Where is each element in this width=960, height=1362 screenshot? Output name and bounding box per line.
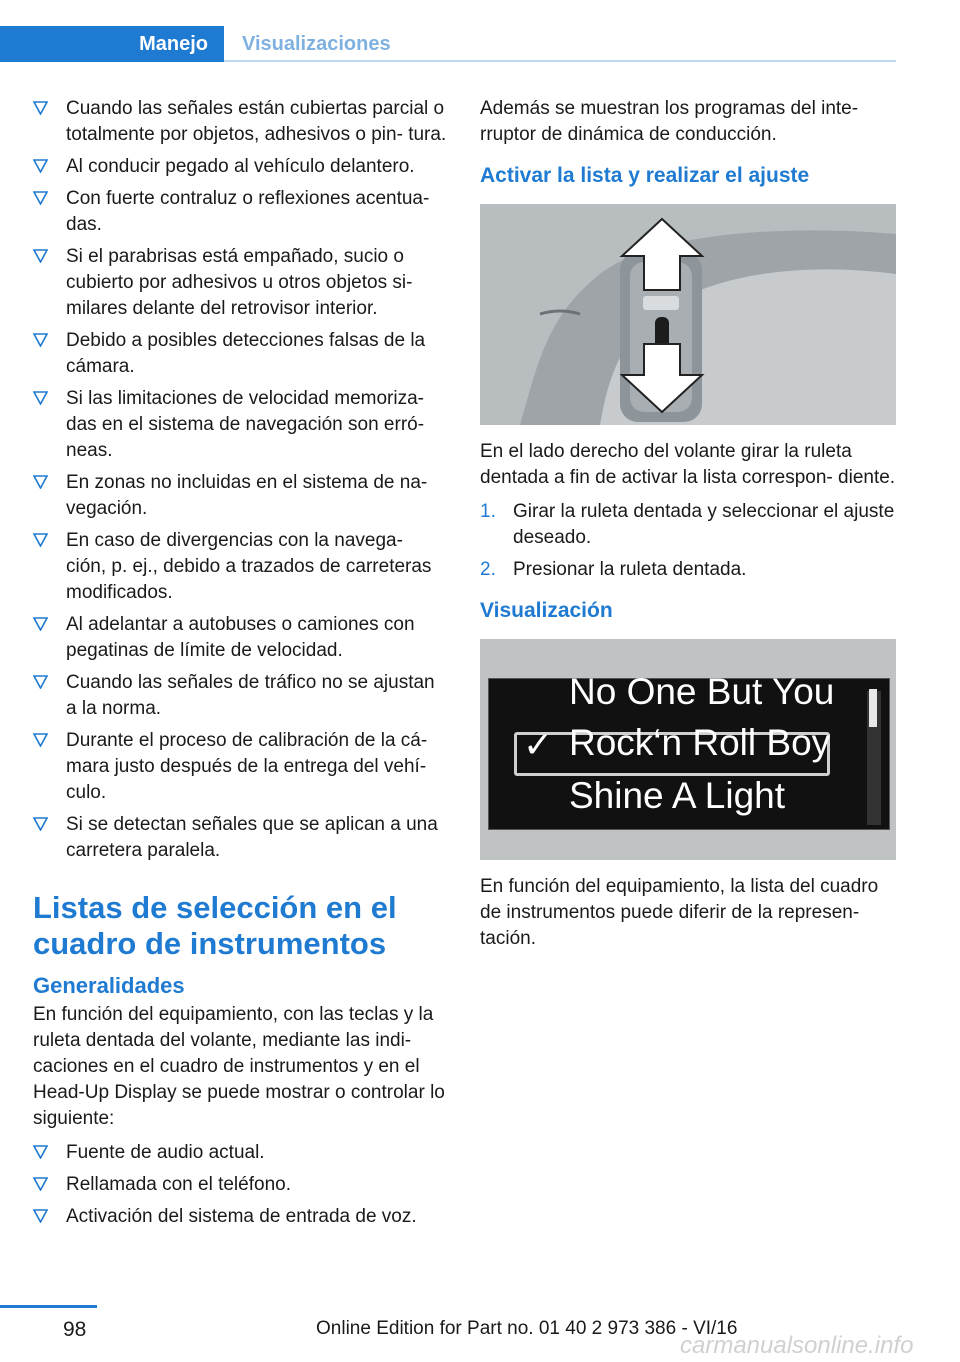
list-item-text: Si se detectan señales que se aplican a una carretera paralela.	[66, 814, 438, 861]
list-item	[33, 186, 448, 238]
footer-rule	[0, 1305, 97, 1308]
intro-paragraph: En función del equipamiento, con las teclas y la ruleta dentada del volante, mediante las indi‐ caciones en el cuadro de instrumentos y en el Head-Up Display se puede mostrar o controlar lo siguiente:	[33, 1004, 445, 1129]
triangle-bullet-icon	[33, 249, 48, 263]
list-item	[33, 470, 448, 522]
list-item-text: Al conducir pegado al vehículo delantero.	[66, 156, 415, 177]
section-title: Listas de selección en el cuadro de instrumentos	[33, 890, 397, 961]
instrument-screen	[488, 671, 890, 830]
list-item-text: Si el parabrisas está empañado, sucio o cubierto por adhesivos u otros objetos si‐ milares delante del retrovisor interior.	[66, 246, 413, 319]
wheel-caption: En el lado derecho del volante girar la ruleta dentada a fin de activar la lista correspon‐ diente.	[480, 441, 896, 488]
list-item-text: Durante el proceso de calibración de la cá‐ mara justo después de la entrega del vehí‐ culo.	[66, 730, 428, 803]
header-rule	[224, 60, 896, 62]
triangle-bullet-icon	[33, 817, 48, 831]
triangle-bullet-icon	[33, 475, 48, 489]
header-section-visualizaciones: Visualizaciones	[242, 32, 391, 55]
list-item-text: En zonas no incluidas en el sistema de na‐ vegación.	[66, 472, 428, 519]
list-item-text: Cuando las señales están cubiertas parcial o totalmente por objetos, adhesivos o pin‐ tura.	[66, 98, 447, 145]
left-column	[33, 96, 448, 1236]
functions-list	[33, 1140, 448, 1230]
intro-paragraph: Además se muestran los programas del inte‐ rruptor de dinámica de conducción.	[480, 98, 859, 145]
list-item-text: Con fuerte contraluz o reflexiones acentua‐ das.	[66, 188, 430, 235]
step-number: 1.	[480, 501, 496, 522]
triangle-bullet-icon	[33, 391, 48, 405]
list-entry-2-selected: Rock‘n Roll Boy	[569, 722, 831, 763]
triangle-bullet-icon	[33, 1177, 48, 1191]
list-item-text: Activación del sistema de entrada de voz.	[66, 1206, 417, 1227]
list-item	[33, 96, 448, 148]
limitations-list	[33, 96, 448, 864]
list-scroll-thumb	[869, 689, 877, 727]
list-item-text: Si las limitaciones de velocidad memoriza‐ das en el sistema de navegación son erró‐ neas.	[66, 388, 425, 461]
step-item	[480, 557, 896, 583]
subsection-title-activate: Activar la lista y realizar el ajuste	[480, 164, 810, 187]
list-item	[33, 1172, 448, 1198]
list-item	[33, 670, 448, 722]
steering-wheel-icon	[480, 204, 896, 425]
list-item-text: En caso de divergencias con la navega‐ ción, p. ej., debido a trazados de carreteras modificados.	[66, 530, 432, 603]
triangle-bullet-icon	[33, 617, 48, 631]
list-item	[33, 328, 448, 380]
steering-wheel-illustration	[480, 204, 896, 425]
triangle-bullet-icon	[33, 733, 48, 747]
list-entry-1: No One But You	[569, 671, 835, 712]
list-item	[33, 1204, 448, 1230]
list-item	[33, 386, 448, 464]
triangle-bullet-icon	[33, 101, 48, 115]
instrument-display-illustration	[480, 639, 896, 860]
triangle-bullet-icon	[33, 191, 48, 205]
triangle-bullet-icon	[33, 333, 48, 347]
list-entry-3: Shine A Light	[569, 775, 786, 816]
watermark: carmanualsonline.info	[680, 1332, 914, 1359]
display-caption: En función del equipamiento, la lista del cuadro de instrumentos puede diferir de la represen‐ tación.	[480, 876, 879, 949]
list-item	[33, 728, 448, 806]
triangle-bullet-icon	[33, 159, 48, 173]
subsection-title-display: Visualización	[480, 599, 613, 622]
step-text: Presionar la ruleta dentada.	[513, 559, 747, 580]
page-number: 98	[63, 1318, 87, 1341]
triangle-bullet-icon	[33, 1209, 48, 1223]
subsection-title: Generalidades	[33, 973, 185, 998]
triangle-bullet-icon	[33, 533, 48, 547]
triangle-bullet-icon	[33, 675, 48, 689]
list-item-text: Debido a posibles detecciones falsas de la cámara.	[66, 330, 426, 377]
step-item	[480, 499, 896, 551]
triangle-bullet-icon	[33, 1145, 48, 1159]
edition-note: Online Edition for Part no. 01 40 2 973 386 - VI/16	[316, 1318, 738, 1339]
list-item	[33, 612, 448, 664]
steps-list	[480, 499, 896, 583]
list-item	[33, 528, 448, 606]
list-item	[33, 1140, 448, 1166]
list-item	[33, 812, 448, 864]
step-number: 2.	[480, 559, 496, 580]
header-section-manejo: Manejo	[0, 26, 224, 62]
list-item-text: Fuente de audio actual.	[66, 1142, 265, 1163]
right-column	[480, 96, 896, 960]
list-item-text: Cuando las señales de tráfico no se ajustan a la norma.	[66, 672, 435, 719]
step-text: Girar la ruleta dentada y seleccionar el ajuste deseado.	[513, 501, 895, 548]
list-item-text: Al adelantar a autobuses o camiones con pegatinas de límite de velocidad.	[66, 614, 415, 661]
check-icon: ✓	[523, 724, 554, 765]
list-item	[33, 154, 448, 180]
list-item-text: Rellamada con el teléfono.	[66, 1174, 291, 1195]
list-item	[33, 244, 448, 322]
page-header	[0, 0, 960, 64]
